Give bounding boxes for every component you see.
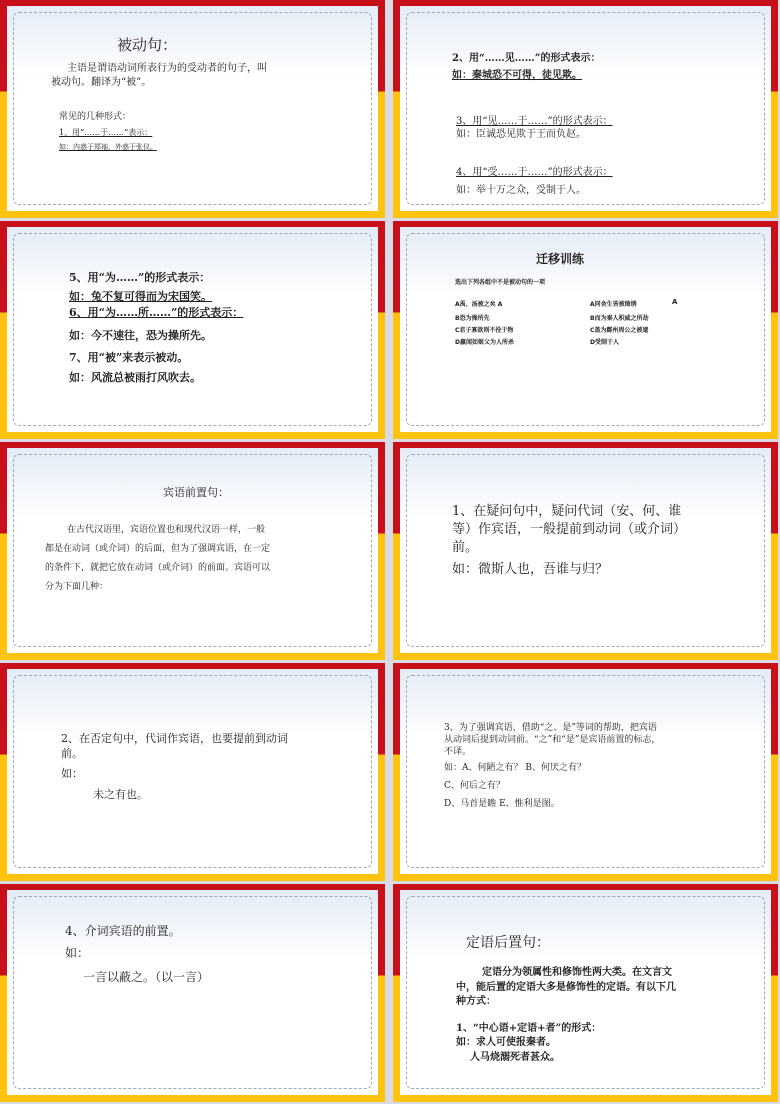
slide-card	[7, 890, 378, 1095]
rule-line: 4、介词宾语的前置。	[65, 924, 181, 938]
example-5: 如：兔不复可得而为宋国笑。	[69, 290, 212, 303]
rule-line-2: 等）作宾语，一般提前到动词（或介词）	[452, 522, 687, 537]
slide-card	[7, 448, 378, 653]
definition-line-2: 被动句。翻译为“被”。	[51, 77, 152, 88]
definition-line-1: 主语是谓语动词所表行为的受动者的句子，叫	[67, 63, 267, 74]
slide-card	[400, 890, 771, 1095]
example-1: 如：内惑于郑袖，外惑于张仪。	[59, 143, 157, 151]
option-right-a: A同舍生皆被绮绣	[590, 301, 637, 308]
slide-9-thumbnail[interactable]	[0, 884, 385, 1102]
slide-title: 迁移训练	[536, 252, 585, 266]
rule-line-3: 不译。	[444, 747, 472, 757]
subtitle: 常见的几种形式：	[59, 112, 132, 122]
rule-line-1: 3、为了强调宾语，借助“之、是”等词的帮助，把宾语	[444, 723, 657, 733]
option-left-b: B恐为操所先	[455, 315, 490, 322]
slide-1-thumbnail[interactable]	[0, 0, 385, 218]
example: 一言以蔽之。（以一言）	[83, 970, 210, 984]
slide-card	[7, 6, 378, 211]
example-ab: 如：A、何陋之有？ B、何厌之有？	[444, 763, 586, 773]
slide-10-thumbnail[interactable]	[393, 884, 778, 1102]
form-1: 1、“中心语+定语+者”的形式：	[456, 1023, 602, 1034]
paragraph-line-4: 分为下面几种：	[45, 582, 109, 592]
form-3: 3、用“见……于……”的形式表示：	[456, 116, 613, 127]
example-4: 如：举十万之众，受制于人。	[456, 185, 586, 196]
slide-card	[400, 227, 771, 432]
slide-2-thumbnail[interactable]	[393, 0, 778, 218]
rule-line-1: 2、在否定句中，代词作宾语，也要提前到动词	[61, 732, 288, 745]
example: 未之有也。	[93, 788, 148, 801]
rule-line-3: 前。	[452, 540, 479, 555]
right-answer-mark: A	[672, 298, 678, 306]
slide-8-thumbnail[interactable]	[393, 663, 778, 881]
paragraph-line-2: 中，能后置的定语大多是修饰性的定语。有以下几	[456, 982, 676, 993]
form-1: 1、用“……于……”表示：	[59, 128, 153, 137]
option-left-a: A禹、汤被之矣 A	[455, 301, 503, 308]
option-left-c: C君子寡欲则不役于物	[455, 327, 514, 334]
form-5: 5、用“为……”的形式表示：	[69, 271, 211, 284]
example-label: 如：	[61, 767, 83, 780]
example-2: 如：秦城恐不可得，徒见欺。	[452, 70, 582, 81]
slide-6-thumbnail[interactable]	[393, 442, 778, 660]
slide-7-thumbnail[interactable]	[0, 663, 385, 881]
rule-line-1: 1、在疑问句中，疑问代词（安、何、谁	[452, 504, 682, 519]
slide-card	[7, 669, 378, 874]
slide-4-thumbnail[interactable]	[393, 221, 778, 439]
slide-card	[400, 6, 771, 211]
question: 选出下列各组中不是被动句的一项	[455, 279, 546, 286]
slide-title: 宾语前置句：	[163, 486, 229, 499]
example-2: 人马烧溺死者甚众。	[470, 1052, 560, 1063]
example-c: C、何后之有？	[444, 781, 505, 791]
option-right-d: D受制于人	[590, 339, 619, 346]
example-1: 如：求人可使报秦者。	[456, 1037, 556, 1048]
option-left-d: D嬴闻如姬父为人所杀	[455, 339, 514, 346]
example-3: 如：臣诚恐见欺于王而负赵。	[456, 129, 586, 140]
form-6: 6、用“为……所……”的形式表示：	[69, 306, 244, 319]
form-4: 4、用“受……于……”的形式表示：	[456, 167, 613, 178]
rule-line-2: 前。	[61, 747, 83, 760]
example-de: D、马首是瞻 E、惟利是图。	[444, 799, 560, 809]
example-6: 如：今不速往，恐为操所先。	[69, 329, 212, 342]
paragraph-line-2: 都是在动词（或介词）的后面，但为了强调宾语，在一定	[45, 544, 271, 554]
paragraph-line-3: 的条件下，就把它放在动词（或介词）的前面。宾语可以	[45, 563, 271, 573]
slide-title: 定语后置句：	[466, 935, 550, 951]
slide-5-thumbnail[interactable]	[0, 442, 385, 660]
slide-card	[400, 669, 771, 874]
rule-line-2: 从动词后提到动词前。“之”和“是”是宾语前置的标志，	[444, 735, 661, 745]
option-right-c: C盖为鄜州周公之被逮	[590, 327, 649, 334]
example: 如：微斯人也，吾谁与归？	[452, 562, 609, 577]
form-2: 2、用“……见……”的形式表示：	[452, 53, 601, 64]
example-label: 如：	[65, 946, 90, 960]
paragraph-line-1: 定语分为领属性和修饰性两大类。在文言文	[482, 967, 672, 978]
paragraph-line-1: 在古代汉语里，宾语位置也和现代汉语一样，一般	[67, 525, 266, 535]
slide-3-thumbnail[interactable]	[0, 221, 385, 439]
option-right-b: B而为秦人积威之所劫	[590, 315, 649, 322]
form-7: 7、用“被”来表示被动。	[69, 351, 189, 364]
paragraph-line-3: 种方式：	[456, 996, 496, 1007]
example-7: 如：风流总被雨打风吹去。	[69, 371, 201, 384]
slide-title: 被动句：	[117, 36, 178, 54]
slide-card	[400, 448, 771, 653]
slide-card	[7, 227, 378, 432]
